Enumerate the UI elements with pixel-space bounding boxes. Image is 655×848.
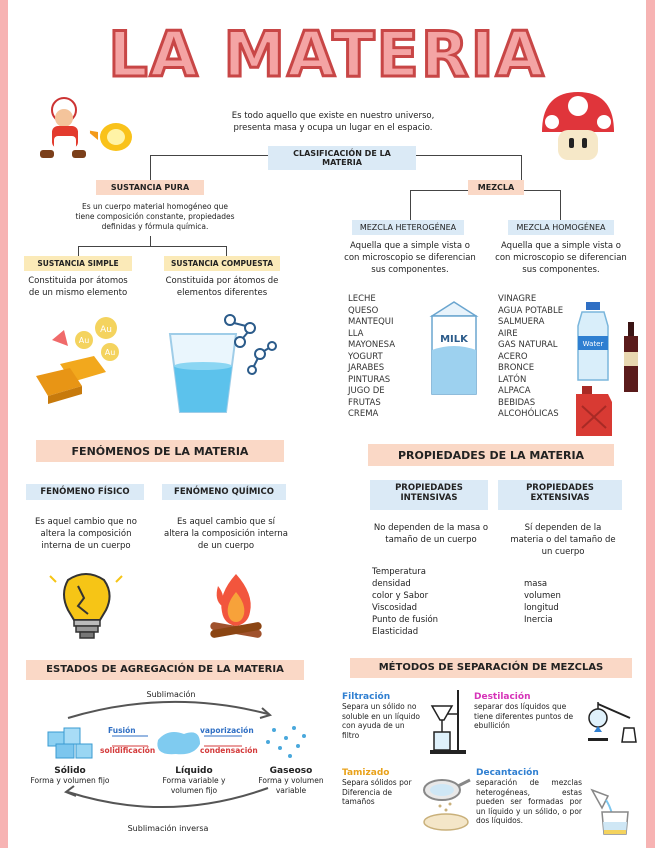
propiedades-extensivas-list [524, 578, 614, 626]
mezcla-homogenea-desc: Aquella que a simple vista o con microscopio se diferencian sus componentes. [495, 241, 627, 275]
svg-text:Au: Au [78, 336, 90, 345]
connector-line [226, 246, 227, 256]
sustancia-compuesta-label: SUSTANCIA COMPUESTA [164, 256, 280, 271]
connector-line [78, 246, 226, 247]
list-item: CREMA [348, 409, 379, 419]
connector-line [150, 155, 268, 156]
list-item: Viscosidad [372, 603, 418, 613]
filtration-apparatus-illustration [426, 688, 466, 756]
list-item: SALMUERA [498, 317, 545, 327]
list-item: ALCOHÓLICAS [498, 409, 559, 419]
solido-state [26, 766, 114, 785]
fenomeno-quimico-desc: Es aquel cambio que sí altera la composición interna de un cuerpo [164, 517, 288, 551]
tamizado-method [342, 768, 424, 807]
mushroom-illustration [536, 88, 620, 168]
connector-line [524, 190, 560, 191]
page-title: LA MATERIA [108, 18, 546, 91]
fenomeno-fisico-desc: Es aquel cambio que no altera la composición interna de un cuerpo [35, 517, 137, 551]
mezcla-heterogenea-label: MEZCLA HETEROGÉNEA [352, 220, 464, 235]
list-item: AIRE [498, 328, 518, 339]
sublimacion-inversa-label: Sublimación inversa [127, 824, 209, 833]
list-item: JUGO DE [348, 386, 385, 396]
filtracion-desc: Separa un sólido no soluble en un líquido con ayuda de un filtro [342, 702, 420, 740]
decantacion-label: Decantación [476, 768, 539, 778]
list-item: VINAGRE [498, 294, 537, 304]
list-item: LATÓN [498, 374, 527, 385]
tamizado-desc: Separa sólidos por Diferencia de tamaños [342, 778, 412, 806]
destilacion-label: Destilación [474, 692, 531, 702]
svg-text:MILK: MILK [440, 334, 468, 345]
svg-text:Water: Water [582, 340, 604, 348]
propiedades-header: PROPIEDADES DE LA MATERIA [368, 444, 614, 466]
clasificacion-header: CLASIFICACIÓN DE LA MATERIA [268, 146, 416, 170]
list-item: Punto de fusión [372, 615, 439, 625]
mezcla-heterogenea-desc: Aquella que a simple vista o con microscopio se diferencian sus componentes. [344, 241, 476, 275]
distillation-apparatus-illustration [584, 698, 638, 746]
bottles-illustration [574, 302, 644, 438]
list-item: YOGURT [348, 351, 383, 362]
mario-illustration [26, 92, 146, 172]
list-item: masa [524, 579, 548, 589]
gold-bars-illustration [24, 312, 134, 412]
metodos-header: MÉTODOS DE SEPARACIÓN DE MEZCLAS [350, 658, 632, 678]
connector-line [410, 190, 411, 220]
mezcla-homogenea-label: MEZCLA HOMOGÉNEA [508, 220, 614, 235]
campfire-illustration [204, 572, 268, 644]
solidificacion-label: solidificación [100, 746, 156, 755]
broken-bulb-illustration [48, 572, 124, 642]
list-item: ACERO [498, 351, 528, 362]
sustancia-compuesta-desc: Constituida por átomos de elementos diferentes [165, 276, 279, 298]
sieve-illustration [420, 776, 472, 832]
list-item: QUESO [348, 305, 379, 316]
intro-text: Es todo aquello que existe en nuestro universo, presenta masa y ocupa un lugar en el espacio. [231, 111, 435, 133]
list-item: BRONCE [498, 363, 535, 373]
list-item: densidad [372, 579, 411, 589]
connector-line [560, 190, 561, 220]
list-item: BEBIDAS [498, 397, 536, 408]
destilacion-method [474, 692, 586, 731]
list-item: AGUA POTABLE [498, 305, 564, 316]
mezcla-heterogenea-examples [348, 294, 418, 421]
propiedades-intensivas-desc: No dependen de la masa o tamaño de un cuerpo [373, 523, 489, 545]
estados-header: ESTADOS DE AGREGACIÓN DE LA MATERIA [26, 660, 304, 680]
condensacion-label: condensación [200, 746, 258, 755]
propiedades-extensivas-desc: Sí dependen de la materia o del tamaño de un cuerpo [510, 523, 616, 557]
connector-line [78, 246, 79, 256]
mezcla-label: MEZCLA [468, 180, 524, 195]
list-item: volumen [524, 591, 561, 601]
milk-carton-illustration [422, 298, 486, 398]
list-item: LECHE [348, 294, 376, 304]
list-item: color y Sabor [372, 591, 429, 601]
mezcla-homogenea-examples [498, 294, 578, 421]
solido-desc: Forma y volumen fijo [30, 776, 110, 785]
decantacion-desc: separación de mezclas heterogéneas, estas pueden ser formadas por un líquido y un sólido, o por dos líquidos. [476, 778, 582, 825]
gaseoso-state [248, 766, 334, 796]
fenomeno-quimico-label: FENÓMENO QUÍMICO [162, 484, 286, 500]
gaseoso-label: Gaseoso [269, 766, 313, 776]
list-item: JARABES [348, 363, 385, 373]
list-item: GAS NATURAL [498, 340, 558, 350]
svg-text:Au: Au [100, 325, 112, 335]
liquido-state [146, 766, 242, 796]
propiedades-intensivas-list [372, 566, 482, 638]
list-item: longitud [524, 603, 559, 613]
liquido-desc: Forma variable y volumen fijo [162, 776, 226, 795]
connector-line [150, 236, 151, 246]
connector-line [521, 155, 522, 180]
filtracion-label: Filtración [342, 692, 391, 702]
decantacion-method [476, 768, 582, 826]
solido-label: Sólido [54, 766, 86, 776]
fenomenos-header: FENÓMENOS DE LA MATERIA [36, 440, 284, 462]
list-item: MAYONESA [348, 340, 396, 350]
fenomeno-fisico-label: FENÓMENO FÍSICO [26, 484, 144, 500]
water-glass-illustration [156, 308, 286, 418]
sustancia-simple-label: SUSTANCIA SIMPLE [24, 256, 132, 271]
sustancia-simple-desc: Constituida por átomos de un mismo elemento [28, 276, 128, 298]
list-item: Temperatura [372, 567, 427, 577]
connector-line [416, 155, 521, 156]
decantation-illustration [588, 786, 636, 836]
propiedades-extensivas-label: PROPIEDADES EXTENSIVAS [498, 480, 622, 510]
destilacion-desc: separar dos líquidos que tiene diferentes puntos de ebullición [474, 702, 574, 730]
list-item: Inercia [524, 615, 553, 625]
states-cycle-diagram [28, 684, 328, 834]
list-item: ALPACA [498, 386, 531, 396]
propiedades-intensivas-label: PROPIEDADES INTENSIVAS [370, 480, 488, 510]
filtracion-method [342, 692, 422, 740]
connector-line [410, 190, 468, 191]
sustancia-pura-desc: Es un cuerpo material homogéneo que tiene composición constante, propiedades definidas y fórmula química. [75, 202, 235, 231]
poster [8, 0, 646, 848]
liquido-label: Líquido [175, 766, 213, 776]
sustancia-pura-label: SUSTANCIA PURA [96, 180, 204, 195]
tamizado-label: Tamizado [342, 768, 390, 778]
list-item: MANTEQUI [348, 317, 394, 327]
fusion-label: Fusión [108, 726, 136, 735]
list-item: LLA [348, 328, 364, 339]
connector-line [150, 155, 151, 180]
list-item: PINTURAS [348, 374, 391, 385]
sublimacion-label: Sublimación [146, 690, 196, 699]
list-item: FRUTAS [348, 397, 381, 408]
gaseoso-desc: Forma y volumen variable [258, 776, 324, 795]
vaporizacion-label: vaporización [200, 726, 254, 735]
svg-text:Au: Au [104, 348, 116, 357]
list-item: Elasticidad [372, 627, 419, 637]
